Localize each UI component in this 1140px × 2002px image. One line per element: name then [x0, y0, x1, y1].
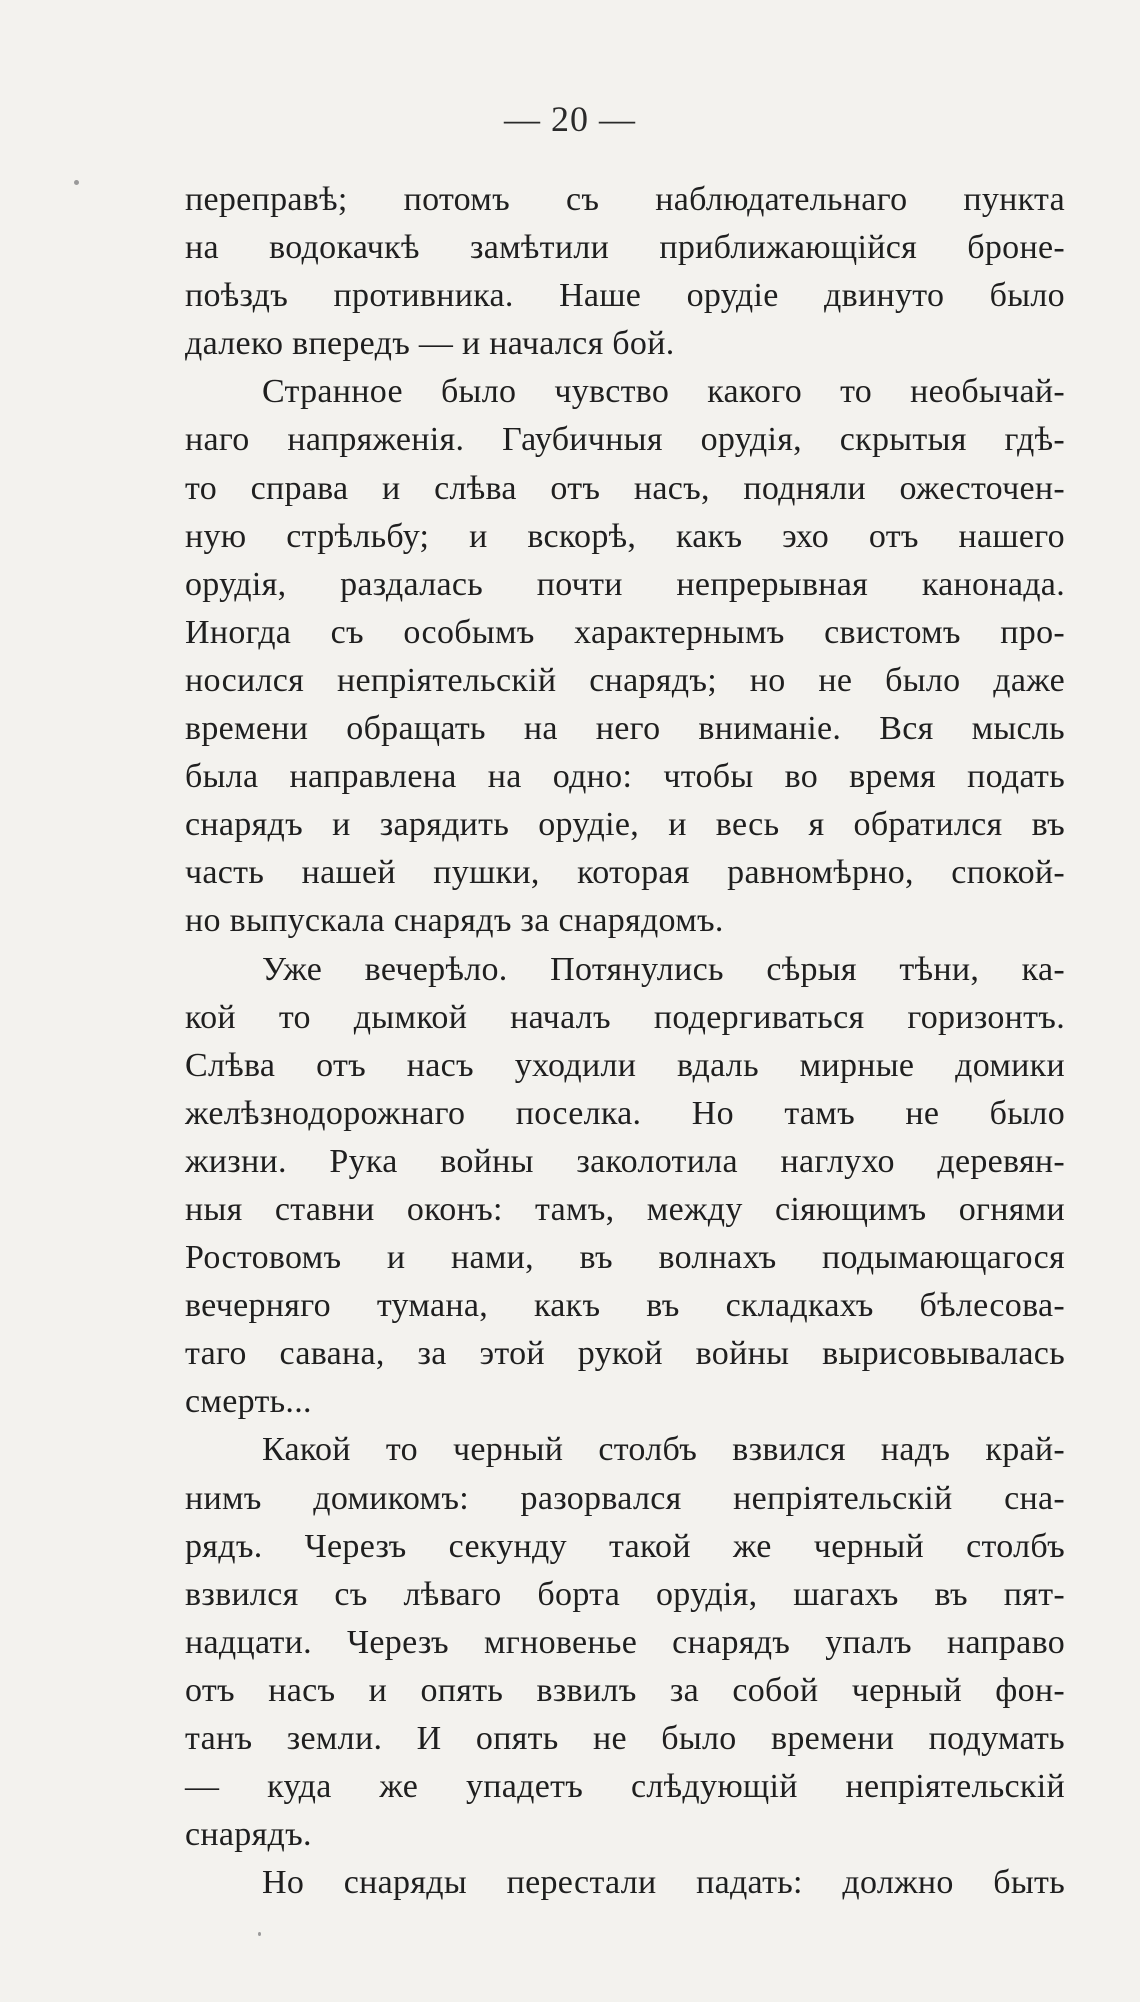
- text-line: то справа и слѣва отъ насъ, подняли ожесточен-: [185, 469, 1065, 507]
- text-line: Ростовомъ и нами, въ волнахъ подымающагося: [185, 1239, 1065, 1277]
- scan-speck: [258, 1932, 261, 1936]
- text-line: орудія, раздалась почти непрерывная канонада.: [185, 565, 1065, 603]
- text-line: Слѣва отъ насъ уходили вдаль мирные домики: [185, 1046, 1065, 1084]
- text-line: рядъ. Черезъ секунду такой же черный столбъ: [185, 1527, 1065, 1565]
- text-line: отъ насъ и опять взвилъ за собой черный фон-: [185, 1671, 1065, 1709]
- text-line: жизни. Рука войны заколотила наглухо деревян-: [185, 1142, 1065, 1180]
- scan-speck: [74, 180, 79, 185]
- page-text: [185, 176, 1065, 1907]
- text-line: Но снаряды перестали падать: должно быть: [262, 1864, 1065, 1902]
- text-line: на водокачкѣ замѣтили приближающійся броне-: [185, 229, 1065, 267]
- text-line: смерть...: [185, 1383, 312, 1421]
- text-line: поѣздъ противника. Наше орудіе двинуто было: [185, 277, 1065, 315]
- text-line: таго савана, за этой рукой войны вырисовывалась: [185, 1335, 1065, 1373]
- text-line: Уже вечерѣло. Потянулись сѣрыя тѣни, ка-: [262, 950, 1065, 988]
- text-line: ныя ставни оконъ: тамъ, между сіяющимъ огнями: [185, 1190, 1065, 1228]
- text-line: далеко впередъ — и начался бой.: [185, 325, 675, 363]
- text-line: носился непріятельскій снарядъ; но не было даже: [185, 661, 1065, 699]
- text-line: снарядъ и зарядить орудіе, и весь я обратился въ: [185, 806, 1065, 844]
- text-line: Иногда съ особымъ характернымъ свистомъ про-: [185, 613, 1065, 651]
- text-line: была направлена на одно: чтобы во время подать: [185, 758, 1065, 796]
- text-line: но выпускала снарядъ за снарядомъ.: [185, 902, 724, 940]
- text-line: нимъ домикомъ: разорвался непріятельскій сна-: [185, 1479, 1065, 1517]
- text-line: переправѣ; потомъ съ наблюдательнаго пункта: [185, 181, 1065, 218]
- text-line: танъ земли. И опять не было времени подумать: [185, 1720, 1065, 1757]
- text-line: взвился съ лѣваго борта орудія, шагахъ въ пят-: [185, 1575, 1065, 1613]
- text-line: — куда же упадетъ слѣдующій непріятельскій: [185, 1768, 1065, 1806]
- text-line: наго напряженія. Гаубичныя орудія, скрытыя гдѣ-: [185, 421, 1065, 459]
- text-line: надцати. Черезъ мгновенье снарядъ упалъ направо: [185, 1623, 1065, 1661]
- text-line: ную стрѣльбу; и вскорѣ, какъ эхо отъ нашего: [185, 517, 1065, 555]
- text-line: кой то дымкой началъ подергиваться горизонтъ.: [185, 998, 1065, 1036]
- text-line: Странное было чувство какого то необычай-: [262, 373, 1065, 411]
- page-number: — 20 —: [504, 99, 636, 139]
- text-line: Какой то черный столбъ взвился надъ край-: [262, 1431, 1065, 1469]
- text-line: снарядъ.: [185, 1816, 312, 1854]
- text-line: часть нашей пушки, которая равномѣрно, спокой-: [185, 854, 1065, 892]
- text-line: желѣзнодорожнаго поселка. Но тамъ не было: [185, 1094, 1065, 1132]
- text-line: вечерняго тумана, какъ въ складкахъ бѣлесова-: [185, 1287, 1065, 1325]
- text-line: времени обращать на него вниманіе. Вся мысль: [185, 710, 1065, 748]
